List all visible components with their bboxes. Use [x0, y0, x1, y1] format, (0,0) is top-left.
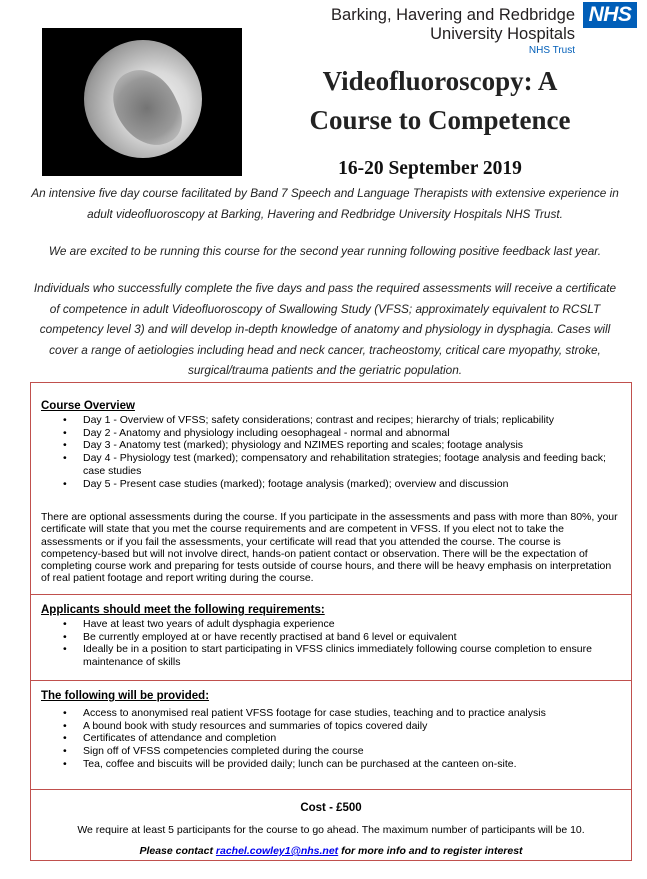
list-item: • Ideally be in a position to start participating in VFSS clinics immediately following course completion to ensure maintenance of skills: [41, 643, 611, 668]
page-title: [270, 62, 610, 140]
overview-list: [41, 414, 611, 490]
nhs-logo: NHS: [583, 2, 637, 28]
course-cost: Cost - £500: [300, 802, 362, 814]
organisation-line2: University Hospitals: [430, 25, 575, 43]
list-item: • Day 5 - Present case studies (marked); footage analysis (marked); overview and discussion: [41, 478, 611, 491]
course-overview-section: [30, 382, 632, 594]
list-item: • Certificates of attendance and completion: [41, 732, 611, 745]
organisation-trust: NHS Trust: [528, 45, 575, 56]
header: [0, 0, 647, 185]
participants-note: We require at least 5 participants for the course to go ahead. The maximum number of participants will be 10.: [77, 824, 585, 836]
provided-section: [30, 680, 632, 789]
cost-section: [30, 789, 632, 861]
requirements-list: [41, 618, 611, 669]
assessment-paragraph: There are optional assessments during the course. If you participate in the assessments and pass with more than 80%, your certificate will state that you met the course requirements and are competent in VFSS. If you elect not to take the assessments or if you fail the assessments, your certificate will read that you attended the course. The course is competency-based but will not involve direct, hands-on patient contact or observation. There will be the expectation of completing course work and preparing for tests outside of course hours, and there will be heavy emphasis on interpretation of real patient footage and report writing during the course.: [41, 511, 618, 585]
contact-suffix: for more info and to register interest: [338, 845, 523, 857]
course-dates: 16-20 September 2019: [338, 158, 522, 179]
list-item: • Sign off of VFSS competencies completed during the course: [41, 745, 611, 758]
list-item: • Day 4 - Physiology test (marked); compensatory and rehabilitation strategies; footage analysis and feeding back; case studies: [41, 452, 611, 477]
title-line1: Videofluoroscopy: A: [322, 66, 558, 96]
list-item: • Have at least two years of adult dysphagia experience: [41, 618, 611, 631]
section-heading: Applicants should meet the following requirements:: [41, 604, 325, 616]
contact-prefix: Please contact: [139, 845, 216, 857]
section-heading: The following will be provided:: [41, 690, 210, 702]
videofluoroscopy-image: [42, 28, 242, 176]
title-line2: Course to Competence: [309, 105, 571, 135]
list-item: • A bound book with study resources and summaries of topics covered daily: [41, 720, 611, 733]
intro-paragraph: An intensive five day course facilitated by Band 7 Speech and Language Therapists with extensive experience in adult videofluoroscopy at Barking, Havering and Redbridge University Hospitals NHS Trust.: [31, 186, 619, 221]
list-item: • Day 1 - Overview of VFSS; safety considerations; contrast and recipes; hierarchy of trials; replicability: [41, 414, 611, 427]
contact-line: [31, 845, 631, 857]
list-item: • Day 2 - Anatomy and physiology including oesophageal - normal and abnormal: [41, 427, 611, 440]
intro-paragraph: We are excited to be running this course for the second year running following positive feedback last year.: [48, 244, 602, 258]
organisation-line1: Barking, Havering and Redbridge: [331, 6, 575, 24]
organisation-name: [331, 6, 575, 57]
intro-paragraph: Individuals who successfully complete the five days and pass the required assessments will receive a certificate of competence in adult Videofluoroscopy of Swallowing Study (VFSS; approximately equivalent to RCSLT competency level 3) and will develop in-depth knowledge of anatomy and physiology in dysphagia. Cases will cover a range of aetiologies including head and neck cancer, tracheostomy, critical care myopathy, stroke, surgical/trauma patients and the geriatric population.: [33, 281, 617, 377]
list-item: • Day 3 - Anatomy test (marked); physiology and NZIMES reporting and scales; footage analysis: [41, 439, 611, 452]
list-item: • Access to anonymised real patient VFSS footage for case studies, teaching and to practice analysis: [41, 707, 611, 720]
contact-email-link[interactable]: rachel.cowley1@nhs.net: [215, 845, 339, 857]
section-heading: Course Overview: [41, 400, 135, 412]
requirements-section: [30, 594, 632, 680]
list-item: • Tea, coffee and biscuits will be provided daily; lunch can be purchased at the canteen on-site.: [41, 758, 611, 771]
list-item: • Be currently employed at or have recently practised at band 6 level or equivalent: [41, 631, 611, 644]
provided-list: [41, 707, 611, 771]
